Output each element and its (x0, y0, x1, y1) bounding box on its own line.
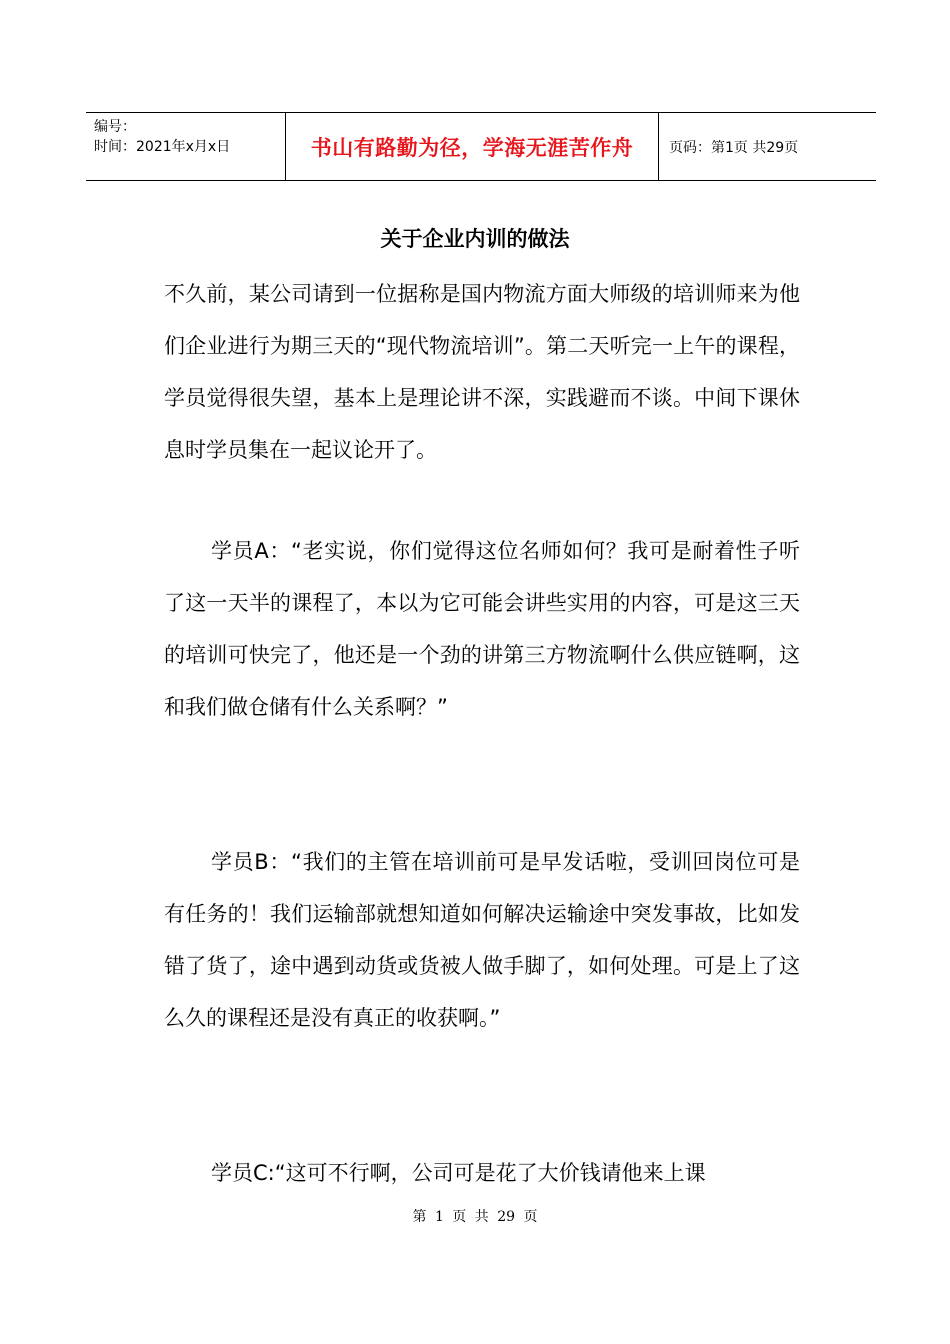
paragraph-student-b: 学员B：“我们的主管在培训前可是早发话啦，受训回岗位可是有任务的！我们运输部就想知道如何解决运输途中突发事故，比如发错了货了，途中遇到动货或货被人做手脚了，如何处理。可是上了这么久的课程还是没有真正的收获啊。” (164, 850, 800, 1030)
header-table (86, 112, 876, 181)
paragraph-intro: 不久前，某公司请到一位据称是国内物流方面大师级的培训师来为他们企业进行为期三天的“现代物流培训”。第二天听完一上午的课程，学员觉得很失望，基本上是理论讲不深，实践避而不谈。中间下课休息时学员集在一起议论开了。 (164, 282, 800, 462)
page-footer: 第 1 页 共 29 页 (412, 1209, 538, 1225)
paragraph-intro-block (164, 268, 800, 476)
header-meta-cell (86, 113, 286, 180)
date-label: 时间：2021年x月x日 (94, 139, 231, 155)
paragraph-student-c-block (164, 1147, 800, 1199)
page-info: 页码：第1页 共29页 (669, 139, 799, 156)
paragraph-student-c: 学员C:“这可不行啊，公司可是花了大价钱请他来上课 (211, 1161, 706, 1185)
paragraph-student-b-block (164, 836, 800, 1044)
paragraph-student-a-block (164, 525, 800, 733)
header-motto-cell (286, 113, 659, 180)
motto-text: 书山有路勤为径，学海无涯苦作舟 (310, 135, 634, 160)
header-page-cell (659, 113, 876, 180)
number-label: 编号： (94, 119, 136, 135)
document-title: 关于企业内训的做法 (380, 227, 570, 251)
paragraph-student-a: 学员A：“老实说，你们觉得这位名师如何？我可是耐着性子听了这一天半的课程了，本以为它可能会讲些实用的内容，可是这三天的培训可快完了，他还是一个劲的讲第三方物流啊什么供应链啊，这和我们做仓储有什么关系啊？” (164, 539, 800, 719)
